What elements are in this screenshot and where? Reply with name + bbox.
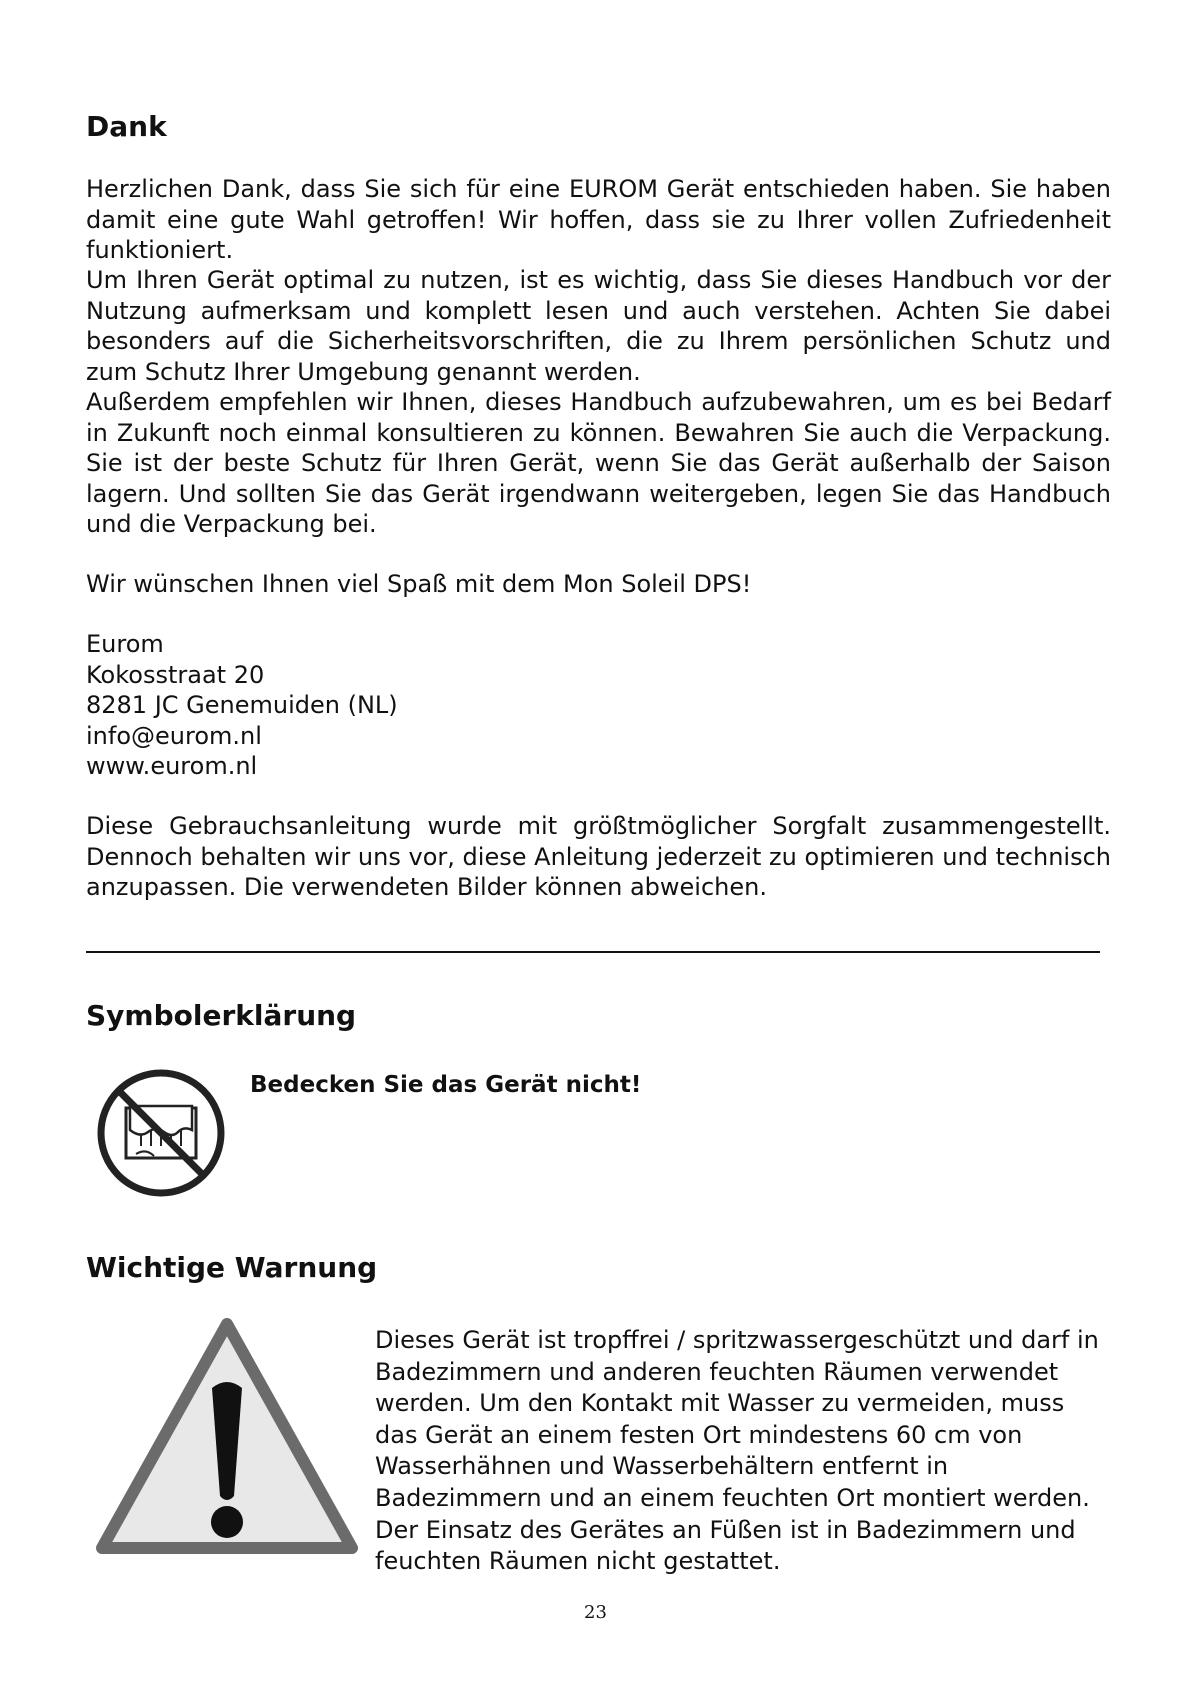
section-heading-dank: Dank xyxy=(86,110,167,143)
intro-paragraph-2: Um Ihren Gerät optimal zu nutzen, ist es wichtig, dass Sie dieses Handbuch vor der Nutzung aufmerksam und komplett lesen und auch verstehen. Achten Sie dabei besonders auf die Sicherheitsvorschriften, die zu Ihrem persönlichen Schutz und zum Schutz Ihrer Umgebung genannt werden. xyxy=(86,266,1111,386)
address-city: 8281 JC Genemuiden (NL) xyxy=(86,691,398,719)
address-website[interactable]: www.eurom.nl xyxy=(86,752,258,780)
warning-line: Dieses Gerät ist tropffrei / spritzwassergeschützt und darf in xyxy=(375,1326,1099,1354)
warning-line: das Gerät an einem festen Ort mindestens 60 cm von xyxy=(375,1420,1023,1449)
warning-line: feuchten Räumen nicht gestattet. xyxy=(375,1547,781,1576)
address-email[interactable]: info@eurom.nl xyxy=(86,721,262,750)
warning-triangle-icon xyxy=(96,1318,358,1556)
disclaimer-paragraph: Diese Gebrauchsanleitung wurde mit größtmöglicher Sorgfalt zusammengestellt. Dennoch behalten wir uns vor, diese Anleitung jederzeit zu optimieren und technisch anzupassen. Die verwendeten Bilder können abweichen. xyxy=(86,812,1111,901)
warning-text xyxy=(375,1325,1115,1578)
section-heading-symbols: Symbolerklärung xyxy=(86,999,357,1032)
symbol-label-do-not-cover: Bedecken Sie das Gerät nicht! xyxy=(250,1072,642,1098)
do-not-cover-icon xyxy=(96,1068,226,1198)
intro-paragraph-3: Außerdem empfehlen wir Ihnen, dieses Handbuch aufzubewahren, um es bei Bedarf in Zukunft noch einmal konsultieren zu können. Bewahren Sie auch die Verpackung. Sie ist der beste Schutz für Ihren Gerät, wenn Sie das Gerät außerhalb der Saison lagern. Und sollten Sie das Gerät irgendwann weitergeben, legen Sie das Handbuch und die Verpackung bei. xyxy=(86,388,1111,538)
page-number: 23 xyxy=(584,1602,607,1623)
address-block xyxy=(86,629,398,782)
section-heading-warning: Wichtige Warnung xyxy=(86,1251,378,1284)
warning-line: Wasserhähnen und Wasserbehältern entfernt in xyxy=(375,1452,949,1481)
warning-line: Badezimmern und an einem feuchten Ort montiert werden. xyxy=(375,1483,1090,1512)
section-divider xyxy=(86,951,1100,953)
wish-line: Wir wünschen Ihnen viel Spaß mit dem Mon Soleil DPS! xyxy=(86,570,752,598)
warning-line: werden. Um den Kontakt mit Wasser zu vermeiden, muss xyxy=(375,1389,1065,1418)
warning-line: Badezimmern und anderen feuchten Räumen verwendet xyxy=(375,1357,1059,1386)
warning-line: Der Einsatz des Gerätes an Füßen ist in Badezimmern und xyxy=(375,1515,1076,1544)
intro-paragraph-1: Herzlichen Dank, dass Sie sich für eine EUROM Gerät entschieden haben. Sie haben damit eine gute Wahl getroffen! Wir hoffen, dass sie zu Ihrer vollen Zufriedenheit funktioniert. xyxy=(86,175,1111,264)
address-street: Kokosstraat 20 xyxy=(86,660,265,689)
address-company: Eurom xyxy=(86,630,164,658)
